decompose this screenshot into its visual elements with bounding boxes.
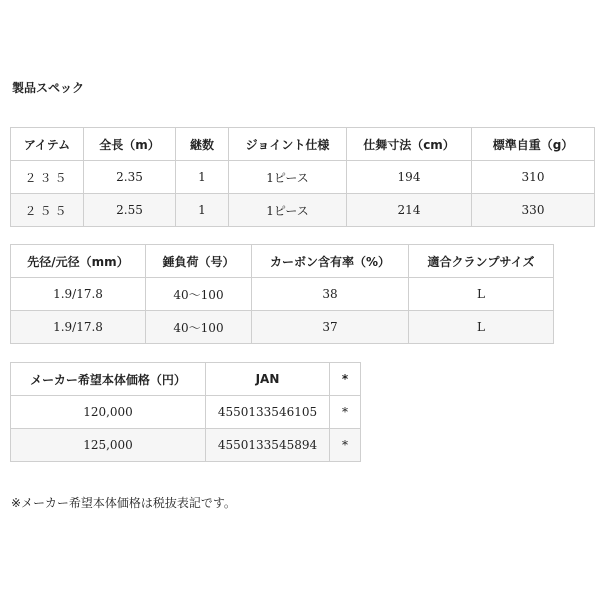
header-joint: ジョイント仕様 — [229, 128, 347, 161]
header-jan: JAN — [206, 363, 330, 396]
cell-mark: * — [330, 429, 361, 462]
spec-table-detail — [10, 244, 554, 344]
cell-weight: 310 — [472, 161, 595, 194]
table-row — [11, 429, 361, 462]
spec-table-main — [10, 127, 595, 227]
cell-jan: 4550133546105 — [206, 396, 330, 429]
header-clamp-size: 適合クランプサイズ — [409, 245, 554, 278]
cell-item: ２３５ — [11, 161, 84, 194]
cell-closed-length: 214 — [347, 194, 472, 227]
cell-carbon: 38 — [252, 278, 409, 311]
cell-tip-butt: 1.9/17.8 — [11, 311, 146, 344]
cell-mark: * — [330, 396, 361, 429]
header-sinker-load: 錘負荷（号） — [146, 245, 252, 278]
header-weight: 標準自重（g） — [472, 128, 595, 161]
cell-length: 2.35 — [84, 161, 176, 194]
header-tip-butt: 先径/元径（mm） — [11, 245, 146, 278]
cell-jan: 4550133545894 — [206, 429, 330, 462]
cell-clamp-size: L — [409, 278, 554, 311]
cell-clamp-size: L — [409, 311, 554, 344]
cell-carbon: 37 — [252, 311, 409, 344]
table-row — [11, 194, 595, 227]
cell-sections: 1 — [176, 194, 229, 227]
table-header-row — [11, 363, 361, 396]
page-title: 製品スペック — [12, 81, 85, 95]
price-table — [10, 362, 361, 462]
header-closed-length: 仕舞寸法（cm） — [347, 128, 472, 161]
cell-length: 2.55 — [84, 194, 176, 227]
table-header-row — [11, 245, 554, 278]
cell-joint: 1ピース — [229, 161, 347, 194]
cell-tip-butt: 1.9/17.8 — [11, 278, 146, 311]
header-sections: 継数 — [176, 128, 229, 161]
table-row — [11, 278, 554, 311]
cell-closed-length: 194 — [347, 161, 472, 194]
tax-note: ※メーカー希望本体価格は税抜表記です。 — [11, 496, 236, 510]
header-price: メーカー希望本体価格（円） — [11, 363, 206, 396]
header-carbon: カーボン含有率（%） — [252, 245, 409, 278]
table-header-row — [11, 128, 595, 161]
table-row — [11, 161, 595, 194]
header-mark: * — [330, 363, 361, 396]
cell-sinker-load: 40〜100 — [146, 278, 252, 311]
cell-joint: 1ピース — [229, 194, 347, 227]
cell-weight: 330 — [472, 194, 595, 227]
cell-price: 125,000 — [11, 429, 206, 462]
cell-item: ２５５ — [11, 194, 84, 227]
header-length: 全長（m） — [84, 128, 176, 161]
cell-price: 120,000 — [11, 396, 206, 429]
header-item: アイテム — [11, 128, 84, 161]
cell-sinker-load: 40〜100 — [146, 311, 252, 344]
table-row — [11, 311, 554, 344]
cell-sections: 1 — [176, 161, 229, 194]
table-row — [11, 396, 361, 429]
